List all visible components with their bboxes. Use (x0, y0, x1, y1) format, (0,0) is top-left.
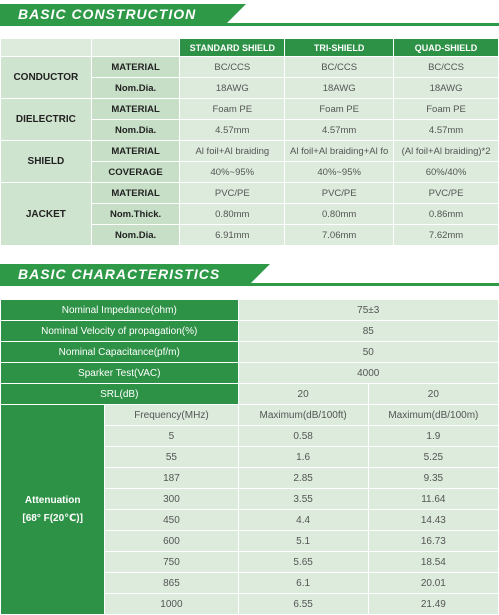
property-label: Nom.Dia. (92, 78, 180, 98)
table-row (1, 384, 498, 404)
table-row (1, 183, 498, 203)
group-jacket: JACKET (1, 183, 91, 245)
capacitance-label: Nominal Capacitance(pf/m) (1, 342, 238, 362)
table-cell: 6.1 (239, 573, 368, 593)
property-label: COVERAGE (92, 162, 180, 182)
table-cell: 5 (105, 426, 237, 446)
table-cell: 4.4 (239, 510, 368, 530)
table-cell: 600 (105, 531, 237, 551)
characteristics-table (0, 299, 499, 615)
table-cell: 55 (105, 447, 237, 467)
table-cell: 4.57mm (180, 120, 284, 140)
attenuation-header: Maximum(dB/100ft) (239, 405, 368, 425)
table-row (1, 300, 498, 320)
table-cell: 18AWG (180, 78, 284, 98)
table-row (1, 342, 498, 362)
group-conductor: CONDUCTOR (1, 57, 91, 98)
table-cell: 2.85 (239, 468, 368, 488)
table-cell: 60%/40% (394, 162, 498, 182)
table-cell: 0.80mm (285, 204, 393, 224)
table-cell: PVC/PE (285, 183, 393, 203)
table-cell: 14.43 (369, 510, 498, 530)
table-cell: 21.49 (369, 594, 498, 614)
table-cell: PVC/PE (394, 183, 498, 203)
table-row (1, 321, 498, 341)
table-cell: 11.64 (369, 489, 498, 509)
construction-banner (0, 4, 499, 26)
column-header-tri-shield: TRI-SHIELD (285, 39, 393, 56)
srl-value: 20 (239, 384, 368, 404)
property-label: Nom.Dia. (92, 225, 180, 245)
table-cell: Al foil+Al braiding+Al fo (285, 141, 393, 161)
table-cell: 187 (105, 468, 237, 488)
table-cell: 16.73 (369, 531, 498, 551)
table-cell: BC/CCS (180, 57, 284, 77)
table-row (1, 57, 498, 77)
attenuation-header: Frequency(MHz) (105, 405, 237, 425)
table-cell: BC/CCS (285, 57, 393, 77)
attenuation-label-line1: Attenuation (24, 494, 81, 506)
table-cell: 1000 (105, 594, 237, 614)
table-cell: 18AWG (285, 78, 393, 98)
property-label: MATERIAL (92, 57, 180, 77)
table-cell: Foam PE (394, 99, 498, 119)
table-cell: 0.86mm (394, 204, 498, 224)
table-cell: 20.01 (369, 573, 498, 593)
header-blank (92, 39, 180, 56)
table-row (1, 141, 498, 161)
table-row (1, 363, 498, 383)
table-cell: 40%~95% (180, 162, 284, 182)
table-cell: Foam PE (180, 99, 284, 119)
sparker-value: 4000 (239, 363, 499, 383)
column-header-standard-shield: STANDARD SHIELD (180, 39, 284, 56)
table-cell: 450 (105, 510, 237, 530)
table-cell: 6.55 (239, 594, 368, 614)
table-cell: 300 (105, 489, 237, 509)
table-row (1, 99, 498, 119)
property-label: Nom.Thick. (92, 204, 180, 224)
table-cell: 7.62mm (394, 225, 498, 245)
attenuation-label (1, 405, 104, 614)
impedance-label: Nominal Impedance(ohm) (1, 300, 238, 320)
table-cell: 9.35 (369, 468, 498, 488)
table-cell: (Al foil+Al braiding)*2 (394, 141, 498, 161)
table-cell: 18.54 (369, 552, 498, 572)
table-cell: Foam PE (285, 99, 393, 119)
construction-table (0, 38, 499, 246)
group-dielectric: DIELECTRIC (1, 99, 91, 140)
table-cell: 18AWG (394, 78, 498, 98)
property-label: MATERIAL (92, 183, 180, 203)
table-cell: 6.91mm (180, 225, 284, 245)
sparker-label: Sparker Test(VAC) (1, 363, 238, 383)
table-cell: 7.06mm (285, 225, 393, 245)
srl-label: SRL(dB) (1, 384, 238, 404)
table-cell: 5.65 (239, 552, 368, 572)
table-cell: 750 (105, 552, 237, 572)
attenuation-label-line2: [68° F(20℃)] (22, 512, 83, 524)
characteristics-heading: BASIC CHARACTERISTICS (18, 266, 221, 282)
table-cell: 5.1 (239, 531, 368, 551)
table-cell: PVC/PE (180, 183, 284, 203)
table-cell: BC/CCS (394, 57, 498, 77)
construction-banner-line (0, 23, 499, 26)
table-cell: 865 (105, 573, 237, 593)
attenuation-header: Maximum(dB/100m) (369, 405, 498, 425)
column-header-quad-shield: QUAD-SHIELD (394, 39, 498, 56)
table-cell: 1.9 (369, 426, 498, 446)
table-cell: 5.25 (369, 447, 498, 467)
table-cell: Al foil+Al braiding (180, 141, 284, 161)
header-blank (1, 39, 91, 56)
impedance-value: 75±3 (239, 300, 499, 320)
group-shield: SHIELD (1, 141, 91, 182)
velocity-value: 85 (239, 321, 499, 341)
srl-value: 20 (369, 384, 498, 404)
characteristics-banner (0, 264, 499, 286)
property-label: MATERIAL (92, 99, 180, 119)
characteristics-banner-line (0, 283, 499, 286)
table-row (1, 405, 498, 425)
property-label: Nom.Dia. (92, 120, 180, 140)
table-cell: 1.6 (239, 447, 368, 467)
capacitance-value: 50 (239, 342, 499, 362)
property-label: MATERIAL (92, 141, 180, 161)
velocity-label: Nominal Velocity of propagation(%) (1, 321, 238, 341)
table-cell: 4.57mm (285, 120, 393, 140)
table-cell: 3.55 (239, 489, 368, 509)
construction-heading: BASIC CONSTRUCTION (18, 6, 197, 22)
construction-header-row (1, 39, 498, 56)
table-cell: 40%~95% (285, 162, 393, 182)
table-cell: 0.80mm (180, 204, 284, 224)
table-cell: 0.58 (239, 426, 368, 446)
table-cell: 4.57mm (394, 120, 498, 140)
